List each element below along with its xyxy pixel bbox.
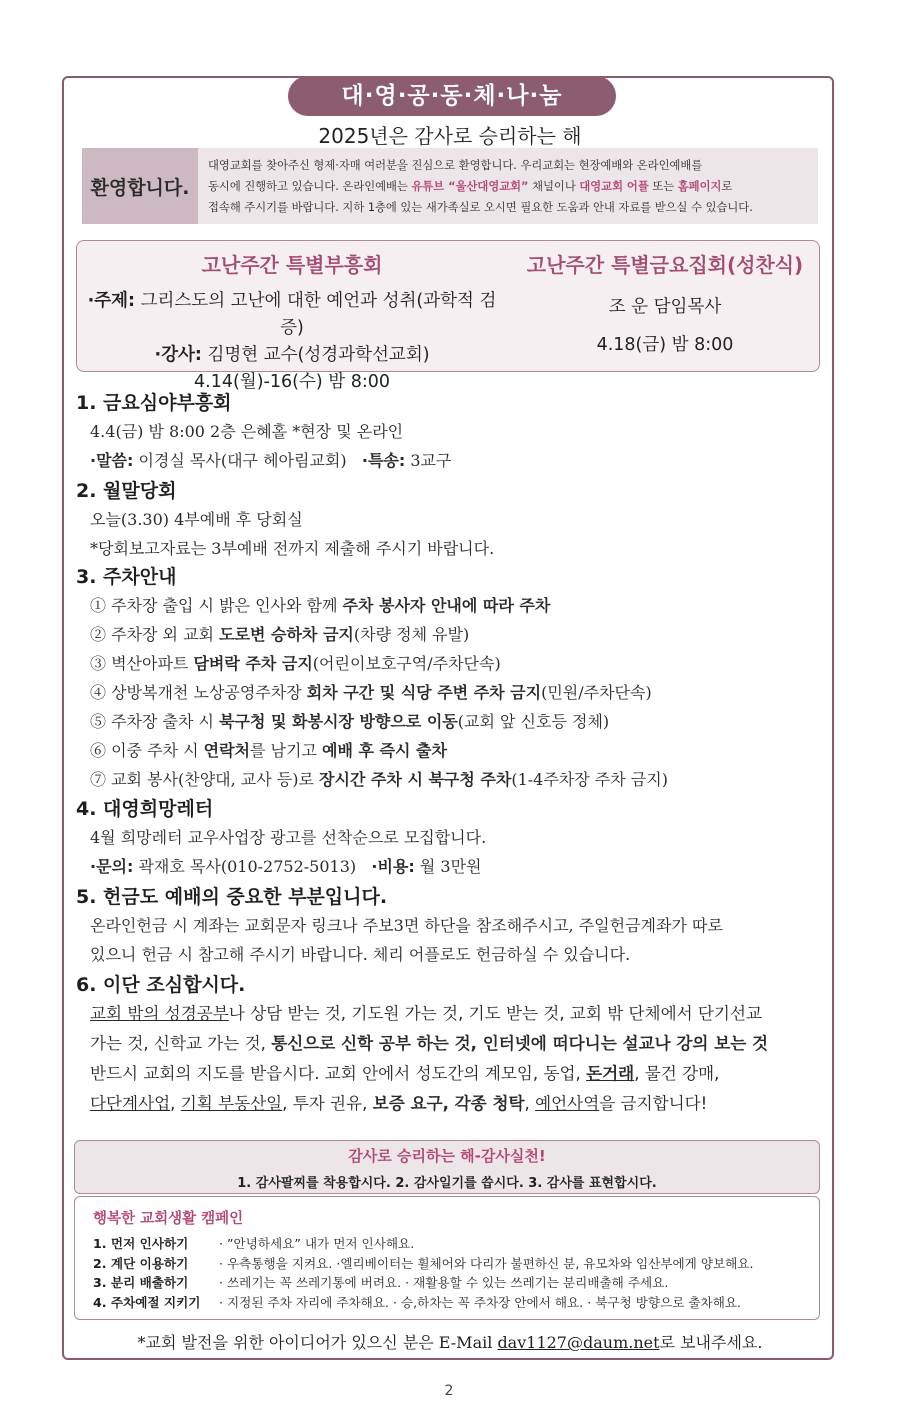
section-title: 1. 금요심야부흥회	[76, 392, 232, 414]
item-emphasis: 담벼락 주차 금지	[193, 654, 313, 673]
welcome-box	[82, 148, 818, 224]
sermon-label: ·말씀:	[90, 451, 134, 470]
welcome-text-part: 채널이나	[528, 180, 580, 193]
section-line: *당회보고자료는 3부예배 전까지 제출해 주시기 바랍니다.	[90, 539, 495, 558]
campaign-text: · 쓰레기는 꼭 쓰레기통에 버려요. · 재활용할 수 있는 쓰레기는 분리배출해 주세요.	[219, 1275, 669, 1290]
section-line: 오늘(3.30) 4부예배 후 당회실	[90, 510, 303, 529]
section-line	[76, 1059, 836, 1089]
section-title: 6. 이단 조심합시다.	[76, 974, 246, 996]
campaign-label: 3. 분리 배출하기	[93, 1275, 189, 1290]
gratitude-box	[74, 1140, 820, 1194]
page-number: 2	[444, 1383, 454, 1399]
item-emphasis: 도로변 승하차 금지	[219, 625, 354, 644]
revival-title: 고난주간 특별부흥회	[201, 253, 383, 277]
contact-value: 곽재호 목사(010-2752-5013)	[133, 857, 357, 876]
item-text: ⑦ 교회 봉사(찬양대, 교사 등)로	[90, 770, 320, 789]
section-line: 4월 희망레터 교우사업장 광고를 선착순으로 모집합니다.	[90, 828, 487, 847]
section-4	[76, 794, 836, 881]
section-3	[76, 562, 836, 794]
friday-title: 고난주간 특별금요집회(성찬식)	[526, 253, 804, 277]
item-emphasis: 북구청 및 화봉시장 방향으로 이동	[219, 712, 458, 731]
campaign-label: 1. 먼저 인사하기	[93, 1236, 189, 1251]
campaign-row	[93, 1293, 819, 1313]
item-emphasis: 회차 구간 및 식당 주변 주차 금지	[306, 683, 542, 702]
footer-text: *교회 발전을 위한 아이디어가 있으신 분은 E-Mail	[137, 1333, 498, 1352]
footer-text: 로 보내주세요.	[659, 1333, 763, 1352]
underlined-text: 예언사역	[535, 1094, 600, 1113]
item-text: ① 주차장 출입 시 밝은 인사와 함께	[90, 596, 343, 615]
welcome-text	[198, 148, 818, 224]
revival-theme	[77, 288, 507, 342]
section-line	[76, 1089, 836, 1119]
campaign-text: · 지정된 주차 자리에 주차해요. · 승,하차는 꼭 주차장 안에서 해요. · 북구청 방향으로 출차해요.	[219, 1294, 742, 1310]
campaign-row	[93, 1234, 819, 1254]
friday-speaker: 조 운 담임목사	[608, 297, 722, 317]
campaign-text: · 우측통행을 지켜요. ·엘리베이터는 휠체어와 다리가 불편하신 분, 유모차와 임산부에게 양보해요.	[219, 1255, 754, 1271]
cost-value: 월 3만원	[414, 857, 482, 876]
contact-label: ·문의:	[90, 857, 134, 876]
section-line: 온라인헌금 시 계좌는 교회문자 링크나 주보3면 하단을 참조해주시고, 주일헌금계좌가 따로	[90, 916, 723, 935]
section-text: 반드시 교회의 지도를 받읍시다. 교회 안에서 성도간의 계모임, 동업,	[90, 1064, 587, 1083]
theme-value: 그리스도의 고난에 대한 예언과 성취(과학적 검증)	[135, 291, 497, 338]
section-line	[76, 446, 836, 475]
bold-text: 보증 요구, 각종 청탁	[372, 1094, 525, 1113]
parking-item	[76, 591, 836, 620]
special-events-box	[76, 240, 820, 392]
section-line: 4.4(금) 밤 8:00 2층 은혜홀 *현장 및 온라인	[90, 422, 404, 441]
item-emphasis: 예배 후 즉시 출차	[322, 741, 447, 760]
bold-text: 통신으로 신학 공부 하는 것, 인터넷에 떠다니는 설교나 강의 보는 것	[271, 1034, 769, 1053]
item-text: (민원/주차단속)	[541, 683, 652, 702]
welcome-text-part: 또는	[648, 180, 678, 193]
item-text: (1-4주차장 주차 금지)	[511, 770, 668, 789]
section-text: 을 금지합니다!	[599, 1094, 708, 1113]
section-line	[76, 852, 836, 881]
page-subtitle: 2025년은 감사로 승리하는 해	[318, 124, 582, 148]
section-title: 4. 대영희망레터	[76, 798, 214, 820]
revival-speaker	[77, 342, 507, 369]
campaign-row	[93, 1273, 819, 1293]
parking-item	[76, 649, 836, 678]
parking-item	[76, 736, 836, 765]
parking-item	[76, 620, 836, 649]
section-text: ,	[170, 1094, 181, 1113]
underlined-text: 교회 밖의 성경공부	[90, 1004, 229, 1023]
item-text: 를 남기고	[250, 741, 322, 760]
welcome-line	[208, 176, 810, 197]
section-1	[76, 388, 836, 475]
section-text: , 물건 강매,	[634, 1064, 720, 1083]
underlined-bold-text: 돈거래	[586, 1064, 635, 1083]
item-text: ② 주차장 외 교회	[90, 625, 220, 644]
theme-label: ·주제:	[87, 291, 136, 311]
item-text: (어린이보호구역/주차단속)	[312, 654, 501, 673]
revival-date: 4.14(월)-16(수) 밤 8:00	[194, 372, 390, 392]
item-emphasis: 연락처	[203, 741, 250, 760]
homepage: 홈페이지	[677, 180, 722, 193]
campaign-box	[74, 1196, 820, 1320]
music-label: ·특송:	[361, 451, 406, 470]
gratitude-title: 감사로 승리하는 해-감사실천!	[348, 1147, 546, 1165]
gratitude-body: 1. 감사팔찌를 착용합시다. 2. 감사일기를 씁시다. 3. 감사를 표현합시다.	[237, 1176, 657, 1191]
section-text: , 투자 권유,	[282, 1094, 373, 1113]
speaker-label: ·강사:	[154, 345, 202, 365]
underlined-text: 기획 부동산일	[180, 1094, 283, 1113]
campaign-label: 2. 계단 이용하기	[93, 1255, 189, 1271]
page-title: 대·영·공·동·체·나·눔	[288, 76, 616, 116]
friday-date: 4.18(금) 밤 8:00	[596, 335, 734, 355]
item-text: ③ 벽산아파트	[90, 654, 194, 673]
campaign-text: · ”안녕하세요” 내가 먼저 인사해요.	[219, 1236, 415, 1251]
church-app: 대영교회 어플	[579, 180, 649, 193]
parking-item	[76, 678, 836, 707]
section-5	[76, 882, 836, 969]
item-text: ⑤ 주차장 출차 시	[90, 712, 220, 731]
section-title: 3. 주차안내	[76, 566, 177, 588]
youtube-channel: 유튜브 “울산대영교회”	[411, 180, 529, 193]
revival-meeting	[77, 249, 507, 396]
welcome-line: 대영교회를 찾아주신 형제·자매 여러분을 진심으로 환영합니다. 우리교회는 현장예배와 온라인예배를	[208, 159, 703, 172]
section-line	[76, 1029, 836, 1059]
section-text: ,	[524, 1094, 536, 1113]
friday-meeting	[515, 249, 815, 364]
parking-item	[76, 765, 836, 794]
section-6	[76, 970, 836, 1119]
welcome-text-part: 로	[721, 180, 733, 193]
campaign-title: 행복한 교회생활 캠페인	[93, 1211, 244, 1227]
welcome-text-part: 동시에 진행하고 있습니다. 온라인예배는	[208, 180, 412, 193]
sermon-value: 이경실 목사(대구 헤아림교회)	[133, 451, 347, 470]
item-emphasis: 주차 봉사자 안내에 따라 주차	[342, 596, 551, 615]
music-value: 3교구	[405, 451, 452, 470]
footer-note	[62, 1330, 838, 1353]
item-text: ⑥ 이중 주차 시	[90, 741, 204, 760]
cost-label: ·비용:	[371, 857, 415, 876]
underlined-text: 다단계사업	[90, 1094, 171, 1113]
email-link[interactable]: dav1127@daum.net	[497, 1333, 660, 1352]
welcome-line: 접속해 주시기를 바랍니다. 지하 1층에 있는 새가족실로 오시면 필요한 도움과 안내 자료를 받으실 수 있습니다.	[208, 201, 753, 214]
campaign-row	[93, 1254, 819, 1274]
section-2	[76, 476, 836, 563]
section-line	[76, 999, 836, 1029]
welcome-label: 환영합니다.	[82, 148, 198, 224]
speaker-value: 김명현 교수(성경과학선교회)	[201, 345, 430, 365]
item-text: (차량 정체 유발)	[353, 625, 470, 644]
section-text: 나 상담 받는 것, 기도원 가는 것, 기도 받는 것, 교회 밖 단체에서 단기선교	[228, 1004, 763, 1023]
section-title: 2. 월말당회	[76, 480, 177, 502]
section-title: 5. 헌금도 예배의 중요한 부분입니다.	[76, 886, 388, 908]
section-text: 가는 것, 신학교 가는 것,	[90, 1034, 272, 1053]
item-emphasis: 장시간 주차 시 북구청 주차	[319, 770, 512, 789]
item-text: ④ 상방복개천 노상공영주차장	[90, 683, 307, 702]
campaign-label: 4. 주차예절 지키기	[93, 1294, 201, 1310]
parking-item	[76, 707, 836, 736]
section-line: 있으니 헌금 시 참고해 주시기 바랍니다. 체리 어플로도 헌금하실 수 있습니다.	[90, 945, 631, 964]
item-text: (교회 앞 신호등 정체)	[457, 712, 610, 731]
